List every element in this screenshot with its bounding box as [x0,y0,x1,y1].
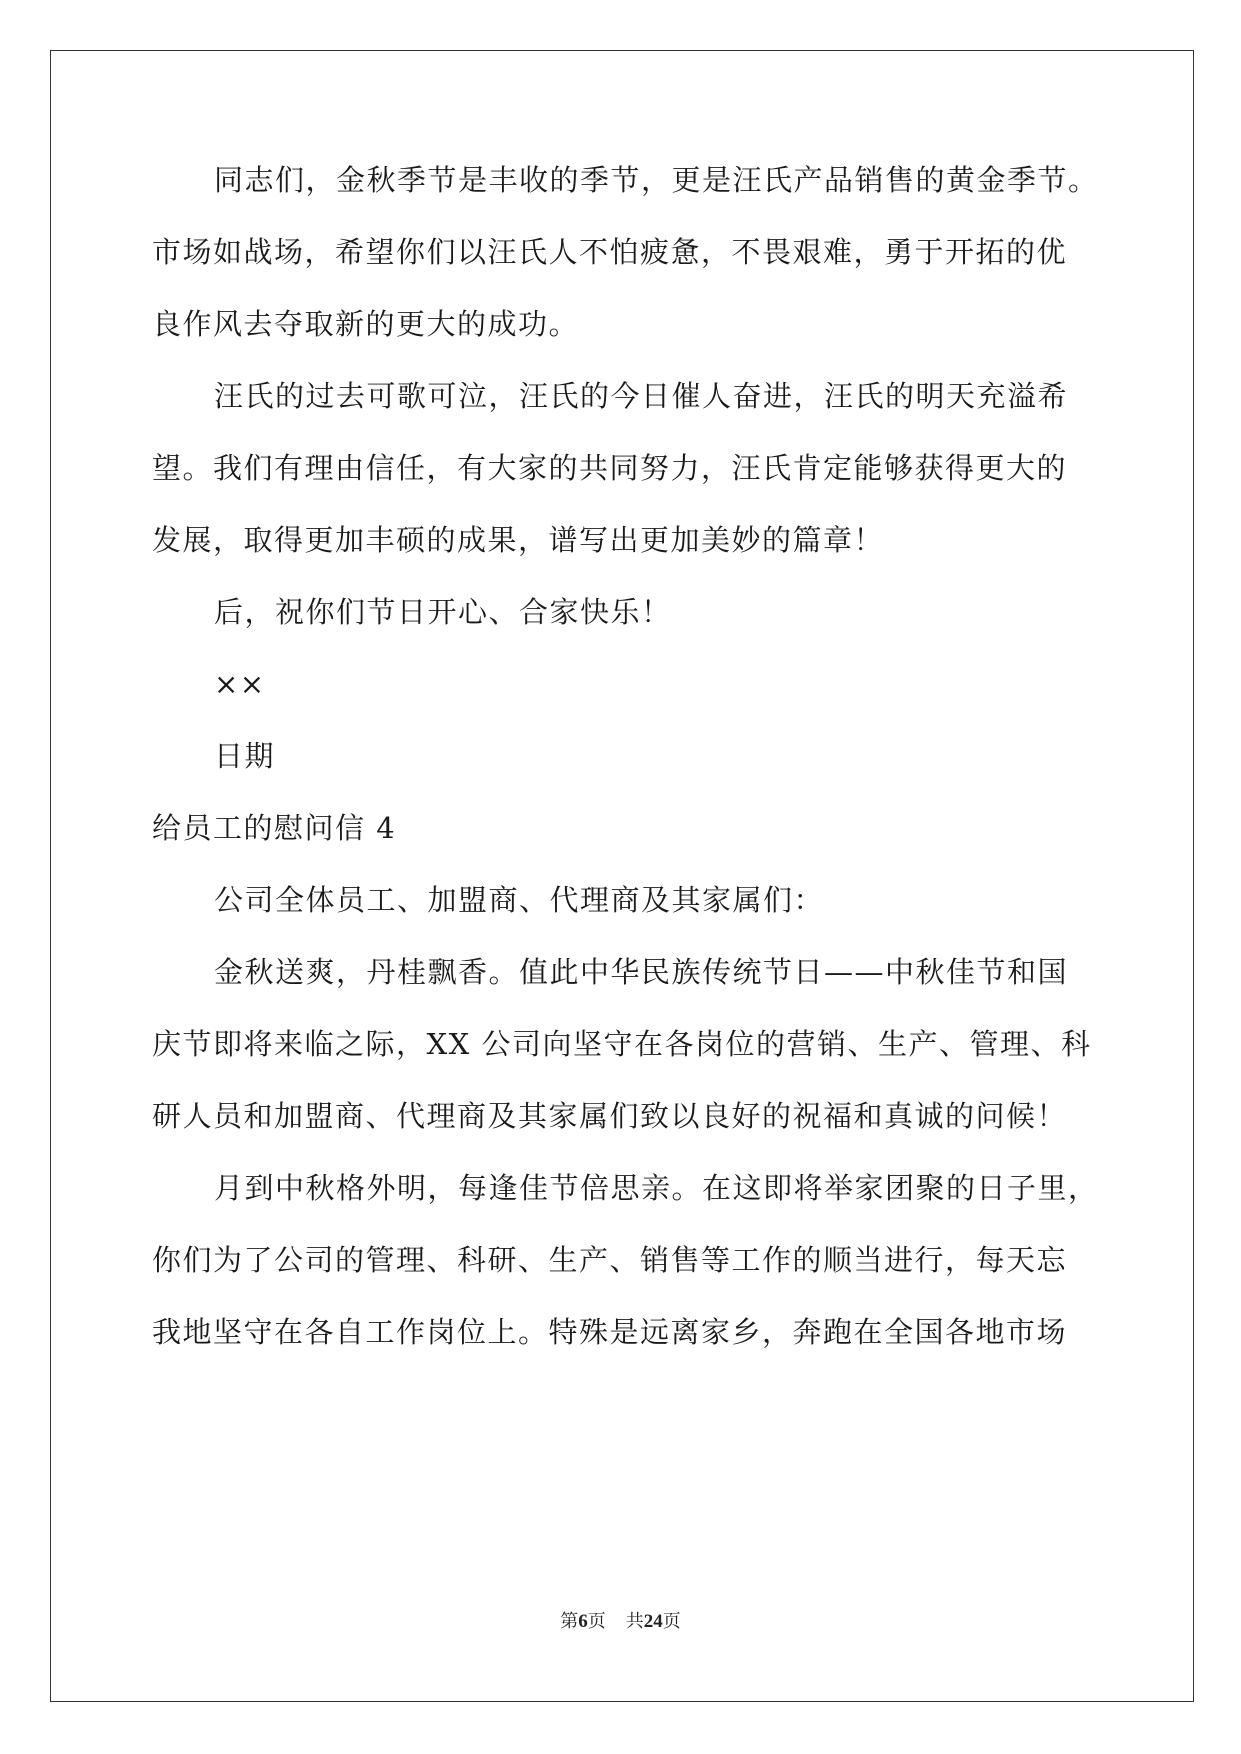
paragraph-line: 同志们，金秋季节是丰收的季节，更是汪氏产品销售的黄金季节。 [214,163,1099,197]
paragraph-line: 研人员和加盟商、代理商及其家属们致以良好的祝福和真诚的问候！ [152,1099,1068,1133]
paragraph-line: 良作风去夺取新的更大的成功。 [152,307,580,341]
paragraph-line: 庆节即将来临之际，XX 公司向坚守在各岗位的营销、生产、管理、科 [152,1027,1092,1061]
paragraph-line: 发展，取得更加丰硕的成果，谱写出更加美妙的篇章！ [152,523,885,557]
paragraph-line: 汪氏的过去可歌可泣，汪氏的今日催人奋进，汪氏的明天充溢希 [214,379,1069,413]
signature: ×× [214,667,266,701]
date-line: 日期 [214,739,276,773]
current-page-number: 6 [578,1611,588,1632]
paragraph-line: 金秋送爽，丹桂飘香。值此中华民族传统节日——中秋佳节和国 [214,955,1069,989]
footer-prefix: 第 [560,1611,579,1632]
footer-page-suffix: 页 [587,1611,606,1632]
closing-wish: 后，祝你们节日开心、合家快乐！ [214,595,672,629]
section-title: 给员工的慰问信 4 [152,811,397,845]
page-border [50,50,1194,1702]
paragraph-line: 望。我们有理由信任，有大家的共同努力，汪氏肯定能够获得更大的 [152,451,1068,485]
salutation: 公司全体员工、加盟商、代理商及其家属们： [214,883,825,917]
paragraph-line: 月到中秋格外明，每逢佳节倍思亲。在这即将举家团聚的日子里， [214,1171,1099,1205]
paragraph-line: 市场如战场，希望你们以汪氏人不怕疲惫，不畏艰难，勇于开拓的优 [152,235,1068,269]
page-footer [0,1610,1241,1634]
footer-total-suffix: 页 [662,1611,681,1632]
footer-total-prefix: 共 [625,1611,644,1632]
total-page-number: 24 [643,1611,663,1632]
paragraph-line: 你们为了公司的管理、科研、生产、销售等工作的顺当进行，每天忘 [152,1243,1068,1277]
paragraph-line: 我地坚守在各自工作岗位上。特殊是远离家乡，奔跑在全国各地市场 [152,1315,1068,1349]
